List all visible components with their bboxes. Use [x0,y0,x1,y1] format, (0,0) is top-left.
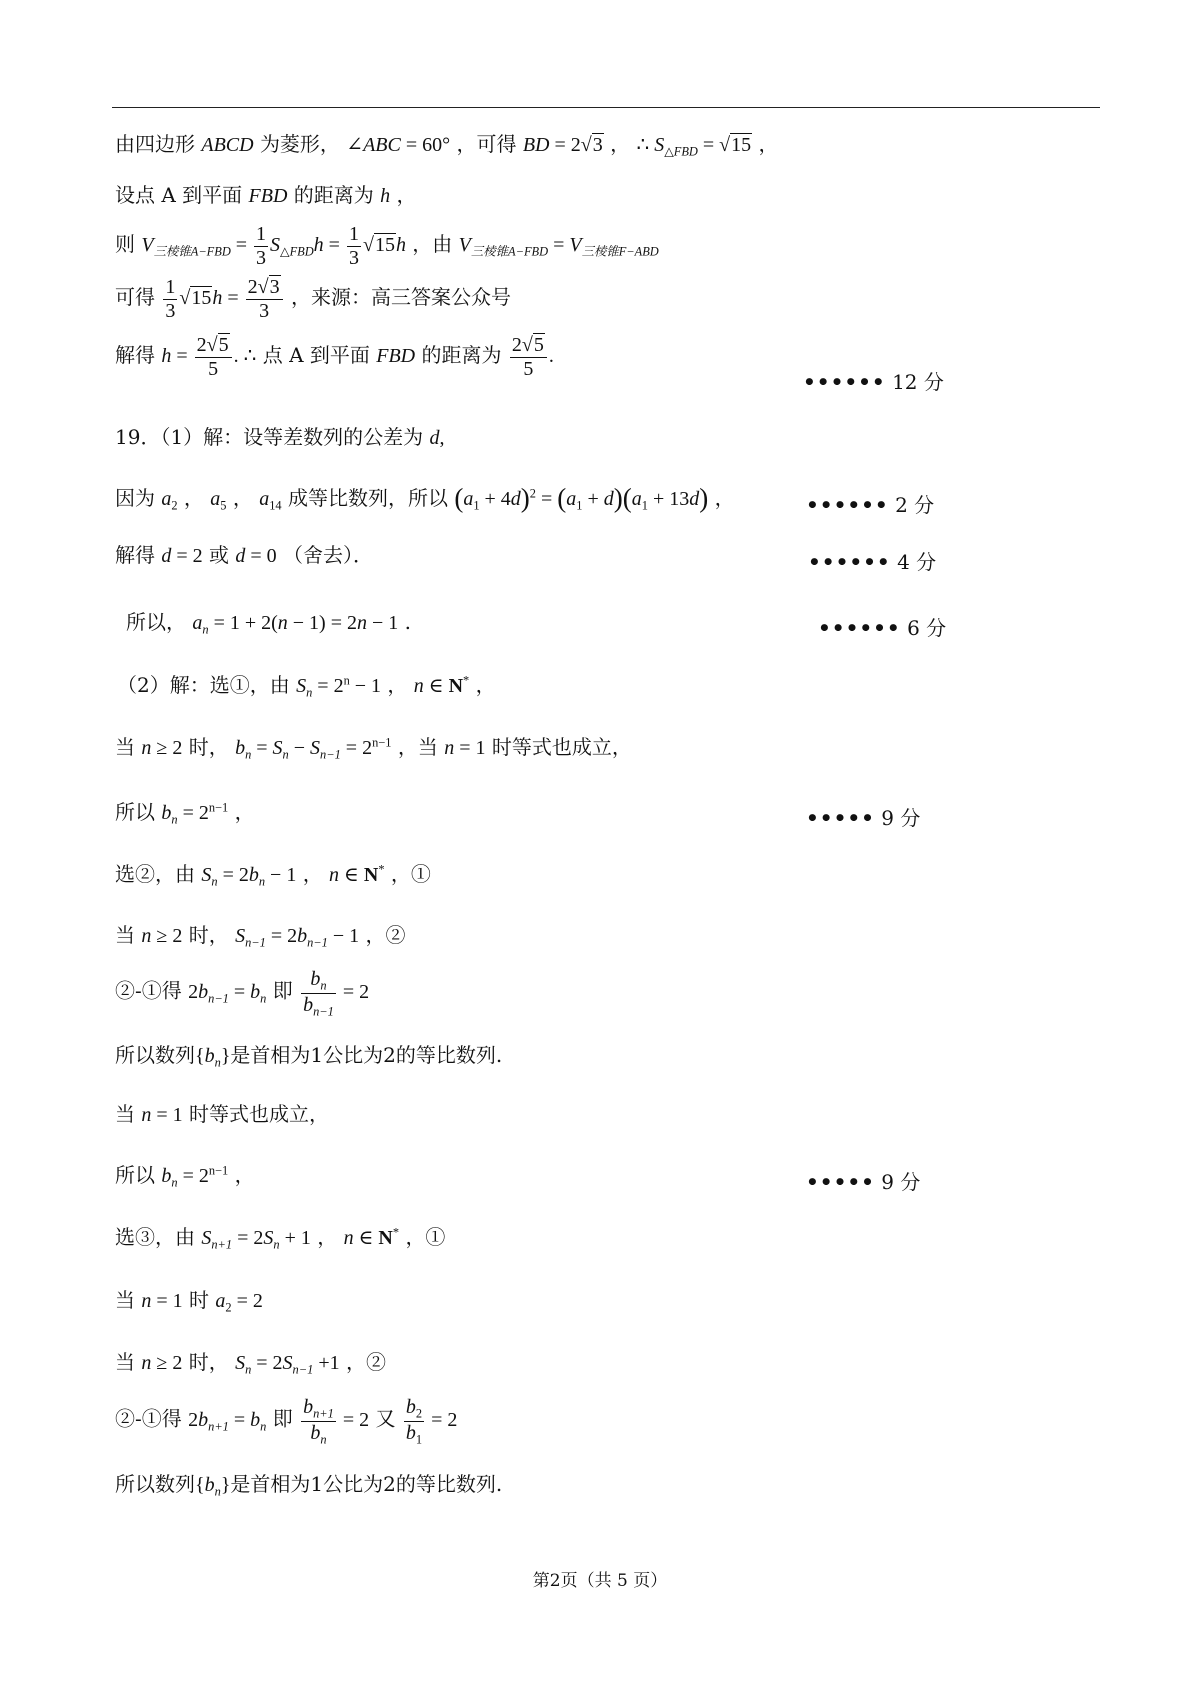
math: $a_2 = 2$ [215,1290,263,1315]
math: $\frac{1}{3}$ √15h = $\frac{2√3}{3}$ [161,287,284,309]
line-14: 当 n ≥ 2 时， $S_{n-1} = 2b_{n-1} - 1$ ，② [115,923,406,950]
math: n ≥ 2 [141,737,183,759]
math: $b_n = S_n - S_{n-1} = 2^{n-1}$ [235,735,392,762]
line-17: 当 n = 1 时等式也成立， [115,1102,329,1126]
math: n ≥ 2 [141,925,183,947]
score-6: •••••• 6 分 [818,616,947,640]
header-rule [112,107,1100,108]
line-21: 当 n ≥ 2 时， $S_n = 2S_{n-1} +1$ ，② [115,1350,386,1377]
math: $V_{三棱锥A-FBD}$ = $\frac{1}{3}$ $S_{\triangle FBD}h$ = $\frac{1}{3}$ √15h [141,223,406,269]
line-2: 设点 A 到平面 FBD 的距离为 h ， [115,183,417,207]
math: ABCD [201,134,254,156]
math: $b_n = 2^{n-1}$ [161,800,229,827]
math: BD = 2√3 [522,134,603,156]
math: $\frac{b_{n+1}}{b_n}$ = 2 [303,1396,370,1446]
math: d, [429,427,445,449]
score-2: •••••• 2 分 [806,493,935,517]
line-8: 解得 d = 2 或 d = 0 （舍去）． [115,543,373,567]
line-1: 由四边形 ABCD 为菱形， ∠ABC = 60° ，可得 BD = 2√3 ， ∴ $S_{\triangle FBD} = √15$ ， [115,132,779,159]
line-9: 所以， $a_n = 1 + 2(n - 1) = 2n - 1$ . [126,610,411,637]
math: n ≥ 2 [141,1352,183,1374]
math: $V_{三棱锥A-FBD} = V_{三棱锥F-ABD}$ [458,234,659,259]
score-9a: ••••• 9 分 [806,806,921,830]
math: $S_n = 2S_{n-1} +1$ [235,1352,340,1377]
math: $\frac{b_2}{b_1}$ = 2 [405,1396,458,1446]
math: $S_n = 2b_n - 1$ [201,864,297,889]
line-4: 可得 $\frac{1}{3}$ √15h = $\frac{2√3}{3}$ ，来源：高三答案公众号 [115,276,511,322]
line-22: ②-①得 $2b_{n+1} = b_n$ 即 $\frac{b_{n+1}}{b_n}$ = 2 又 $\frac{b_2}{b_1}$ = 2 [115,1396,458,1446]
math: d = 2 [161,545,203,567]
math: $a_{14}$ [259,487,282,513]
math: n = 1 [141,1290,183,1312]
math: $(a_1 + 4d)^2 = (a_1 + d)(a_1 + 13d)$ [454,483,709,513]
math: $\frac{b_n}{b_{n-1}}$ = 2 [303,968,370,1018]
math: ∠ABC = 60° [346,134,451,156]
math: $\{b_n\}$ [195,1474,231,1499]
line-16: 所以数列$\{b_n\}$是首相为1公比为2的等比数列. [115,1043,503,1070]
math: $a_2$ [161,487,178,513]
line-12: 所以 $b_n = 2^{n-1}$ ， [115,800,255,827]
math: n = 1 [444,737,486,759]
math: h = $\frac{2√5}{5}$ . ∴ [161,334,257,380]
math: $S_{n-1} = 2b_{n-1} - 1$ [235,925,360,950]
line-6: 19．（1）解：设等差数列的公差为 d, [115,425,445,449]
math: n = 1 [141,1104,183,1126]
line-20: 当 n = 1 时 $a_2 = 2$ [115,1288,263,1315]
math: $S_n = 2^n - 1$ [296,673,382,700]
math: $S_{n+1} = 2S_n + 1$ [201,1227,311,1252]
math: $2b_{n-1} = b_n$ [188,980,267,1006]
page-footer: 第2页（共 5 页） [532,1571,668,1591]
math: $2b_{n+1} = b_n$ [188,1408,267,1434]
line-5: 解得 h = $\frac{2√5}{5}$ . ∴ 点 A 到平面 FBD 的距离为 $\frac{2√5}{5}$ . [115,334,554,380]
math: $a_5$ [210,487,227,513]
math: FBD [376,345,416,368]
score-9b: ••••• 9 分 [806,1170,921,1194]
score-12: •••••• 12 分 [803,370,944,394]
line-15: ②-①得 $2b_{n-1} = b_n$ 即 $\frac{b_n}{b_{n-1}}$ = 2 [115,968,370,1018]
line-23: 所以数列$\{b_n\}$是首相为1公比为2的等比数列. [115,1472,503,1499]
line-3: 则 $V_{三棱锥A-FBD}$ = $\frac{1}{3}$ $S_{\triangle FBD}h$ = $\frac{1}{3}$ √15h ，由 $V_{三棱锥A-FBD} = V_{三棱锥F-ABD}$ [115,223,659,269]
math: $b_n = 2^{n-1}$ [161,1163,229,1190]
math: n ∈ N* [329,862,385,886]
score-4: •••••• 4 分 [808,550,937,574]
line-11: 当 n ≥ 2 时， $b_n = S_n - S_{n-1} = 2^{n-1}$ ，当 n = 1 时等式也成立， [115,735,632,762]
math: $a_n = 1 + 2(n - 1) = 2n - 1$ [192,612,399,637]
math: $\{b_n\}$ [195,1045,231,1070]
line-10: （2）解：选①，由 $S_n = 2^n - 1$ ， n ∈ N* ， [117,673,496,700]
math: ∴ $S_{\triangle FBD} = √15$ [636,134,752,159]
line-13: 选②，由 $S_n = 2b_n - 1$ ， n ∈ N* ，① [115,862,431,889]
line-7: 因为 $a_2$ ， $a_5$ ， $a_{14}$ 成等比数列，所以 $(a_1 + 4d)^2 = (a_1 + d)(a_1 + 13d)$ ， [115,483,735,513]
math: n ∈ N* [343,1225,400,1249]
line-19: 选③，由 $S_{n+1} = 2S_n + 1$ ， n ∈ N* ，① [115,1225,446,1252]
math: h [380,185,391,207]
math: $\frac{2√5}{5}$ . [511,334,554,380]
math: FBD [248,185,288,207]
math: d = 0 [235,545,277,567]
math: n ∈ N* [413,673,470,697]
line-18: 所以 $b_n = 2^{n-1}$ ， [115,1163,255,1190]
